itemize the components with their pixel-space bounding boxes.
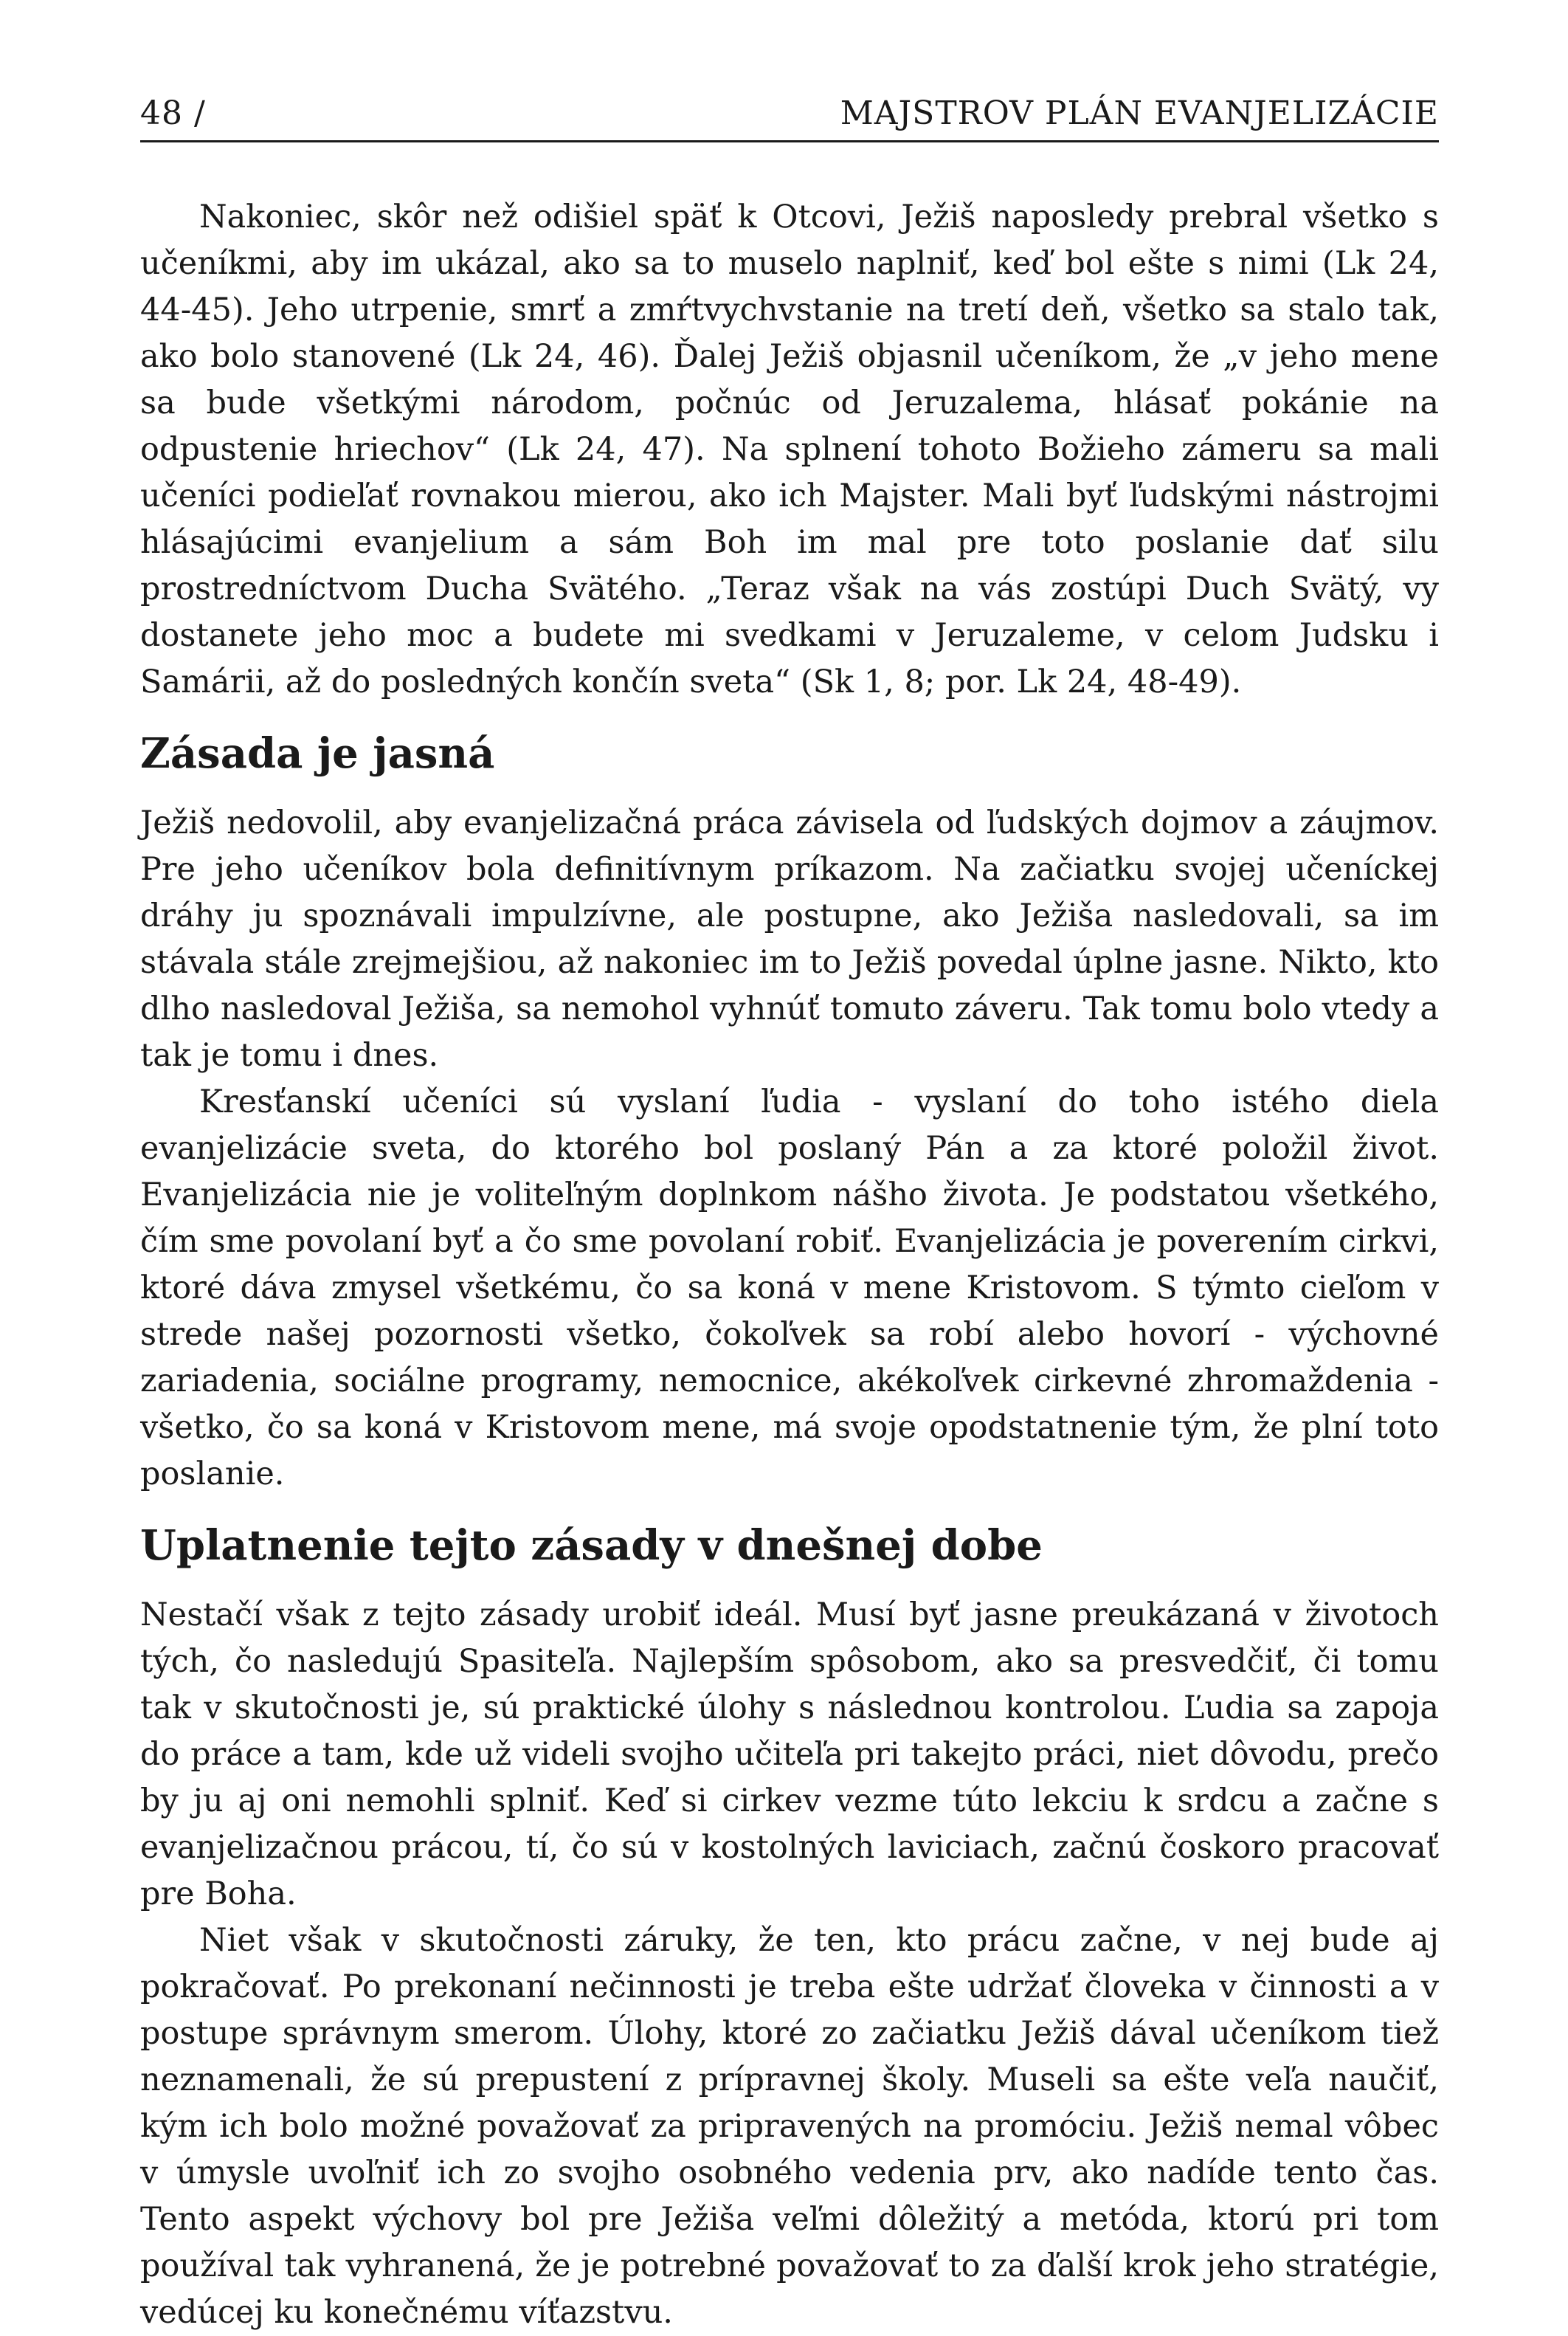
section-heading: Zásada je jasná — [140, 729, 495, 778]
page-content — [140, 194, 1439, 2336]
page-number: 48 / — [140, 94, 206, 132]
paragraph: Nakoniec, skôr než odišiel späť k Otcovi, Ježiš naposledy prebral všetko s učeníkmi, aby im ukázal, ako sa to muselo naplniť, keď bol ešte s nimi (Lk 24, 44-45). Jeho utrpenie, smrť a zmŕtvychvstanie na tretí deň, všetko sa stalo tak, ako bolo stanovené (Lk 24, 46). Ďalej Ježiš objasnil učeníkom, že „v jeho mene sa bude všetkými národom, počnúc od Jeruzalema, hlásať pokánie na odpustenie hriechov“ (Lk 24, 47). Na splnení tohoto Božieho zámeru sa mali učeníci podieľať rovnakou mierou, ako ich Majster. Mali byť ľudskými nástrojmi hlásajúcimi evanjelium a sám Boh im mal pre toto poslanie dať silu prostredníctvom Ducha Svätého. „Teraz však na vás zostúpi Duch Svätý, vy dostanete jeho moc a budete mi svedkami v Jeruzaleme, v celom Judsku i Samárii, až do posledných končín sveta“ (Sk 1, 8; por. Lk 24, 48-49). — [140, 199, 1439, 700]
paragraph: Niet však v skutočnosti záruky, že ten, kto prácu začne, v nej bude aj pokračovať. Po prekonaní nečinnosti je treba ešte udržať človeka v činnosti a v postupe správnym smerom. Úlohy, ktoré zo začiatku Ježiš dával učeníkom tiež neznamenali, že sú prepustení z prípravnej školy. Museli sa ešte veľa naučiť, kým ich bolo možné považovať za pripravených na promóciu. Ježiš nemal vôbec v úmysle uvoľniť ich zo svojho osobného vedenia prv, ako nadíde tento čas. Tento aspekt výchovy bol pre Ježiša veľmi dôležitý a metóda, ktorú pri tom používal tak vyhranená, že je potrebné považovať to za ďalší krok jeho stratégie, vedúcej ku konečnému víťazstvu. — [140, 1922, 1439, 2331]
section-heading: Uplatnenie tejto zásady v dnešnej dobe — [140, 1521, 1043, 1570]
book-title: MAJSTROV PLÁN EVANJELIZÁCIE — [840, 94, 1439, 132]
running-header — [140, 89, 1439, 142]
paragraph: Kresťanskí učeníci sú vyslaní ľudia - vyslaní do toho istého diela evanjelizácie sveta, do ktorého bol poslaný Pán a za ktoré položil život. Evanjelizácia nie je voliteľným doplnkom nášho života. Je podstatou všetkého, čím sme povolaní byť a čo sme povolaní robiť. Evanjelizácia je poverením cirkvi, ktoré dáva zmysel všetkému, čo sa koná v mene Kristovom. S týmto cieľom v strede našej pozornosti všetko, čokoľvek sa robí alebo hovorí - výchovné zariadenia, sociálne programy, nemocnice, akékoľvek cirkevné zhromaždenia - všetko, čo sa koná v Kristovom mene, má svoje opodstatnenie tým, že plní toto poslanie. — [140, 1083, 1439, 1492]
paragraph: Ježiš nedovolil, aby evanjelizačná práca závisela od ľudských dojmov a záujmov. Pre jeho učeníkov bola definitívnym príkazom. Na začiatku svojej učeníckej dráhy ju spoznávali impulzívne, ale postupne, ako Ježiša nasledovali, sa im stávala stále zrejmejšiou, až nakoniec im to Ježiš povedal úplne jasne. Nikto, kto dlho nasledoval Ježiša, sa nemohol vyhnúť tomuto záveru. Tak tomu bolo vtedy a tak je tomu i dnes. — [140, 804, 1439, 1074]
paragraph: Nestačí však z tejto zásady urobiť ideál. Musí byť jasne preukázaná v životoch tých, čo nasledujú Spasiteľa. Najlepším spôsobom, ako sa presvedčiť, či tomu tak v skutočnosti je, sú praktické úlohy s následnou kontrolou. Ľudia sa zapoja do práce a tam, kde už videli svojho učiteľa pri takejto práci, niet dôvodu, prečo by ju aj oni nemohli splniť. Keď si cirkev vezme túto lekciu k srdcu a začne s evanjelizačnou prácou, tí, čo sú v kostolných laviciach, začnú čoskoro pracovať pre Boha. — [140, 1596, 1439, 1912]
book-page — [140, 89, 1439, 2331]
